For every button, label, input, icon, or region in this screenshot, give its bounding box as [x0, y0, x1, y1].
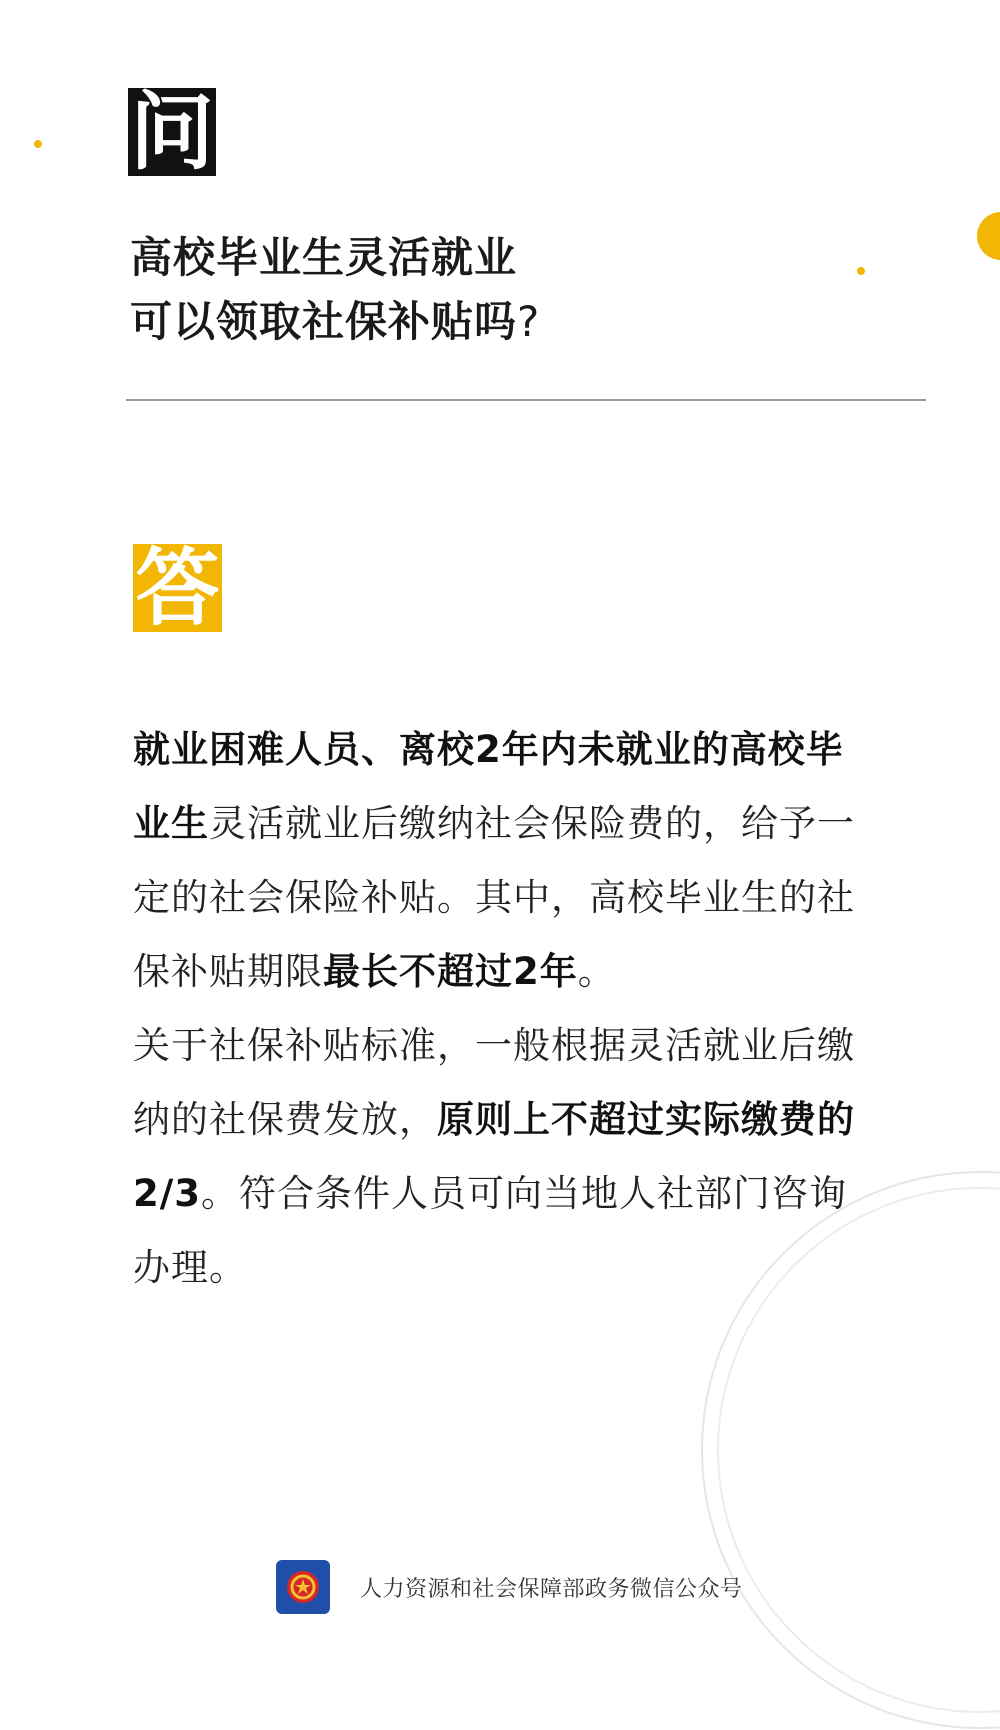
question-title-line2: 可以领取社保补贴吗 [130, 297, 518, 346]
answer-p1-bold1: 就业困难人员、离校2年内未就业的高校毕业生 [133, 728, 844, 845]
question-badge-char: 问 [129, 88, 214, 176]
answer-badge [133, 544, 222, 632]
answer-p2-bold1: 原则上不超过实际缴费的2/3 [133, 1098, 855, 1215]
answer-p2-text2: 。符合条件人员可向当地人社部门咨询办理。 [133, 1172, 848, 1289]
question-mark: ? [517, 297, 541, 346]
question-badge [128, 88, 216, 176]
answer-p1-text1: 灵活就业后缴纳社会保险费的，给予一定的社会保险补贴。其中，高校毕业生的社保补贴期限 [133, 802, 855, 993]
answer-badge-char: 答 [135, 544, 220, 632]
question-title-line1: 高校毕业生灵活就业 [130, 233, 518, 282]
question-title-line2-wrap [130, 290, 890, 354]
answer-p2-text1: 关于社保补贴标准，一般根据灵活就业后缴纳的社保费发放， [133, 1024, 855, 1141]
decor-dot-left [34, 140, 42, 148]
footer-source-text: 人力资源和社会保障部政务微信公众号 [360, 1576, 743, 1602]
national-emblem-icon [276, 1560, 330, 1614]
answer-paragraph-1 [133, 713, 863, 1009]
footer-source [276, 1559, 743, 1615]
answer-p1-bold2: 最长不超过2年 [323, 950, 578, 993]
question-title [130, 226, 890, 354]
answer-body [133, 713, 863, 1305]
answer-paragraph-2 [133, 1009, 863, 1305]
decor-half-circle [977, 212, 1000, 260]
answer-p1-text2: 。 [577, 950, 616, 993]
divider [126, 399, 926, 401]
